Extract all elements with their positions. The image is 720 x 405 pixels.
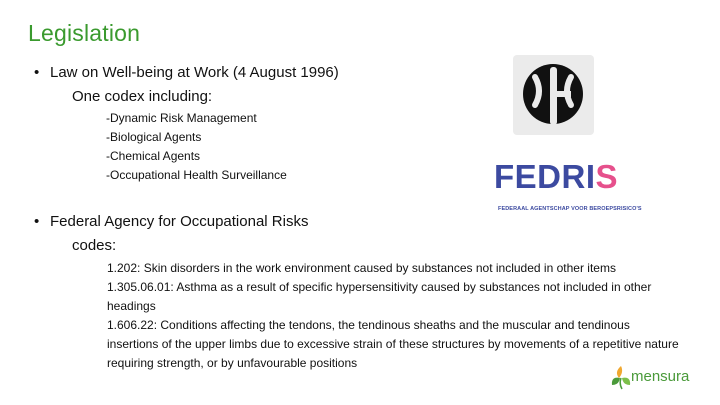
codes-list	[107, 259, 682, 373]
code-item: 1.305.06.01: Asthma as a result of specific hypersensitivity caused by substances not included in other headings	[107, 280, 652, 313]
bullet-agency-sub: codes:	[72, 237, 117, 254]
code-item: 1.606.22: Conditions affecting the tendons, the tendinous sheaths and the muscular and tendinous insertions of the upper limbs due to excessive strain of these structures by movements of a repetitive nature requiring strength, or by unfavourable positions	[107, 318, 679, 370]
fedris-wordmark-accent: S	[595, 158, 619, 195]
fedris-wordmark-main: FEDRI	[494, 158, 596, 195]
code-item: 1.202: Skin disorders in the work environment caused by substances not included in other items	[107, 261, 616, 275]
bullet-agency-text: Federal Agency for Occupational Risks	[50, 213, 309, 230]
fedris-logo	[494, 158, 642, 216]
codex-item: -Chemical Agents	[106, 149, 201, 163]
emblem-logo	[513, 55, 594, 135]
codex-item: -Biological Agents	[106, 130, 202, 144]
fedris-wordmark	[494, 158, 618, 196]
codex-item: -Dynamic Risk Management	[106, 111, 257, 125]
bullet-agency	[28, 213, 308, 230]
leaf-icon	[610, 364, 632, 390]
bullet-law-sub: One codex including:	[72, 88, 213, 105]
fedris-tagline: FEDERAAL AGENTSCHAP VOOR BEROEPSRISICO'S	[498, 206, 642, 212]
codex-list	[106, 109, 287, 185]
mensura-wordmark: mensura	[631, 368, 690, 385]
codex-item: -Occupational Health Surveillance	[106, 168, 287, 182]
emblem-logo-icon	[513, 55, 594, 135]
mensura-logo	[610, 364, 706, 392]
slide-title: Legislation	[28, 20, 141, 46]
bullet-marker: •	[34, 64, 40, 81]
bullet-law	[28, 64, 339, 81]
bullet-law-text: Law on Well-being at Work (4 August 1996)	[50, 64, 339, 81]
bullet-marker: •	[34, 213, 40, 230]
